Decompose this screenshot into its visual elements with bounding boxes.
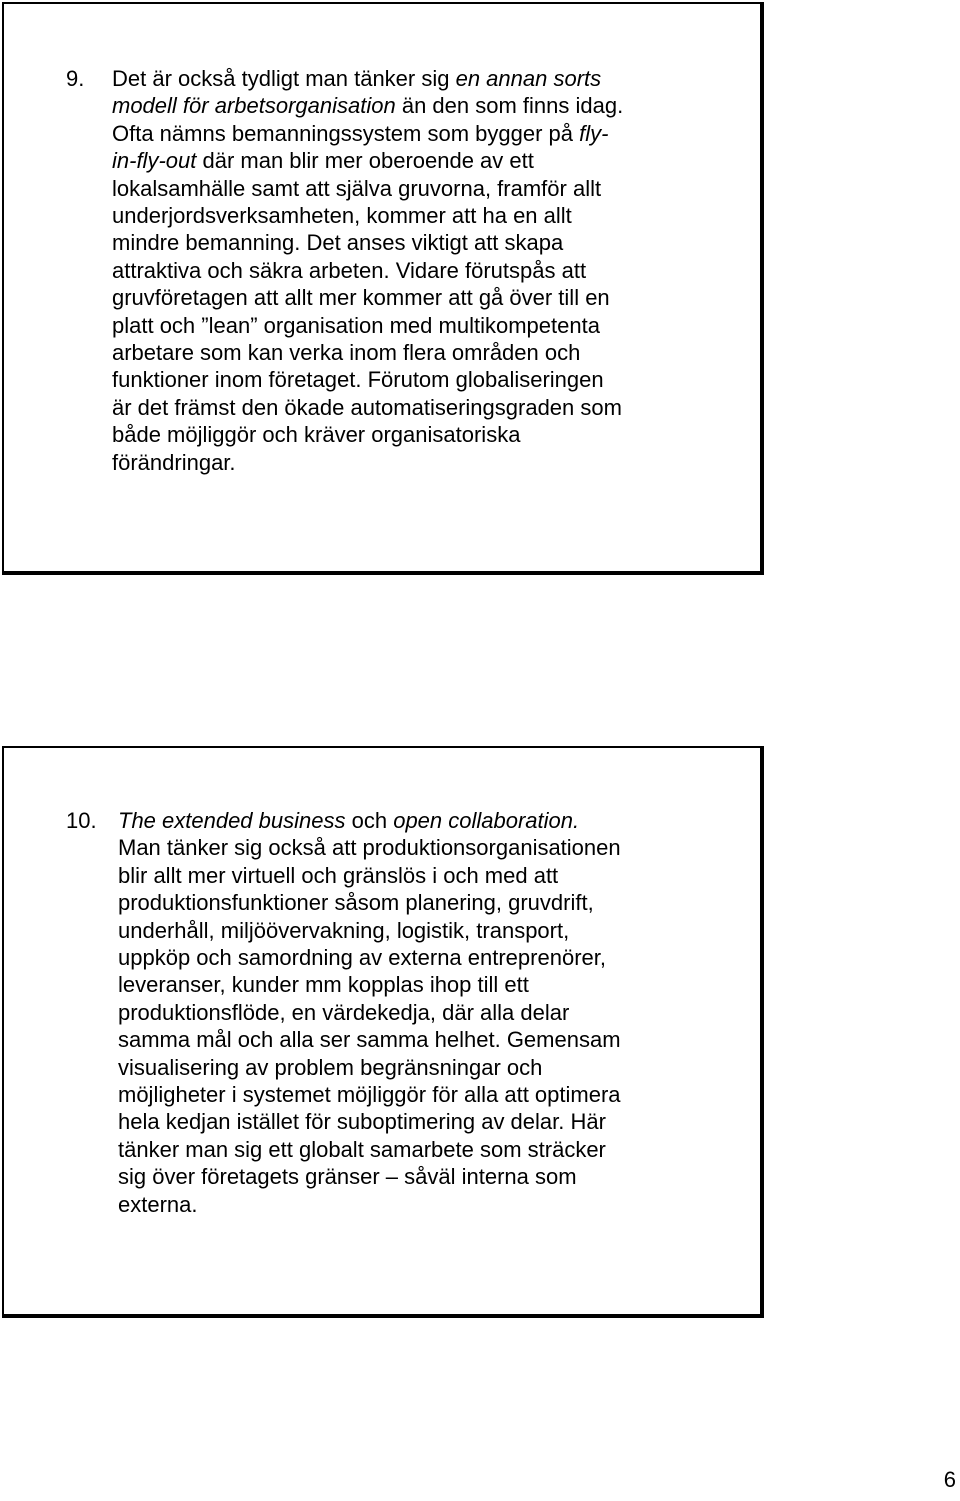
text-line <box>118 889 736 916</box>
item-number: 10. <box>66 808 97 833</box>
text-line <box>112 339 726 366</box>
page-number: 6 <box>943 1467 956 1492</box>
text-run: leveranser, kunder mm kopplas ihop till ett <box>118 972 529 998</box>
text-run: platt och ”lean” organisation med multikompetenta <box>112 312 600 338</box>
text-line <box>112 284 726 311</box>
italic-text: open collaboration. <box>393 808 580 833</box>
item-body <box>112 65 726 476</box>
text-run: lokalsamhälle samt att själva gruvorna, framför allt <box>112 175 602 201</box>
text-run: blir allt mer virtuell och gränslös i och med att <box>118 862 559 888</box>
text-run: underjordsverksamheten, kommer att ha en allt <box>112 203 572 229</box>
item-number: 9. <box>66 66 85 91</box>
text-line <box>112 312 726 339</box>
text-run: både möjliggör och kräver organisatoriska <box>112 422 521 448</box>
text-line <box>118 862 736 889</box>
text-line <box>118 1081 736 1108</box>
italic-text: modell för arbetsorganisation <box>112 93 396 119</box>
text-run: arbetare som kan verka inom flera områden och <box>112 340 581 366</box>
text-line <box>118 999 736 1026</box>
slide-9-frame <box>2 2 764 575</box>
text-line <box>118 1136 736 1163</box>
text-run: Ofta nämns bemanningssystem som bygger på <box>112 120 580 146</box>
text-line <box>118 1026 736 1053</box>
text-line <box>112 147 726 174</box>
text-run: samma mål och alla ser samma helhet. Gemensam <box>118 1027 621 1053</box>
text-run: produktionsflöde, en värdekedja, där alla delar <box>118 999 570 1025</box>
text-run: än den som finns idag. <box>395 93 624 119</box>
text-run: visualisering av problem begränsningar och <box>118 1054 543 1080</box>
text-run: är det främst den ökade automatiseringsgraden som <box>112 394 622 420</box>
text-run: underhåll, miljöövervakning, logistik, transport, <box>118 917 570 943</box>
text-run: attraktiva och säkra arbeten. Vidare förutspås att <box>112 257 587 283</box>
text-line <box>112 65 726 92</box>
italic-text: en annan sorts <box>455 66 602 91</box>
text-line <box>118 1163 736 1190</box>
italic-text: The extended business <box>118 808 346 833</box>
text-line <box>112 366 726 393</box>
text-run: och <box>345 808 394 833</box>
italic-text: fly- <box>579 120 609 146</box>
text-line <box>118 807 736 834</box>
text-line <box>112 229 726 256</box>
text-line <box>118 944 736 971</box>
text-line <box>112 394 726 421</box>
text-run: funktioner inom företaget. Förutom globaliseringen <box>112 367 604 393</box>
text-run: uppköp och samordning av externa entreprenörer, <box>118 945 606 971</box>
text-run: Man tänker sig också att produktionsorganisationen <box>118 835 621 861</box>
text-line <box>118 1191 736 1218</box>
text-line <box>112 257 726 284</box>
slide-10-frame <box>2 746 764 1318</box>
text-line <box>118 971 736 998</box>
text-line <box>112 120 726 147</box>
text-line <box>112 175 726 202</box>
text-run: externa. <box>118 1191 198 1217</box>
text-run: produktionsfunktioner såsom planering, gruvdrift, <box>118 890 594 916</box>
text-line <box>118 917 736 944</box>
text-line <box>118 1108 736 1135</box>
text-run: där man blir mer oberoende av ett <box>196 148 534 174</box>
text-line <box>112 202 726 229</box>
text-line <box>112 92 726 119</box>
italic-text: in-fly-out <box>112 148 197 174</box>
text-run: möjligheter i systemet möjliggör för alla att optimera <box>118 1082 621 1108</box>
text-line <box>118 1054 736 1081</box>
text-run: förändringar. <box>112 449 236 475</box>
item-body <box>118 807 736 1218</box>
text-run: tänker man sig ett globalt samarbete som sträcker <box>118 1136 606 1162</box>
text-run: hela kedjan istället för suboptimering av delar. Här <box>118 1109 606 1135</box>
text-run: sig över företagets gränser – såväl interna som <box>118 1164 577 1190</box>
text-line <box>112 449 726 476</box>
text-line <box>112 421 726 448</box>
text-run: Det är också tydligt man tänker sig <box>112 66 456 91</box>
text-run: gruvföretagen att allt mer kommer att gå över till en <box>112 285 610 311</box>
text-line <box>118 834 736 861</box>
text-run: mindre bemanning. Det anses viktigt att skapa <box>112 230 564 256</box>
